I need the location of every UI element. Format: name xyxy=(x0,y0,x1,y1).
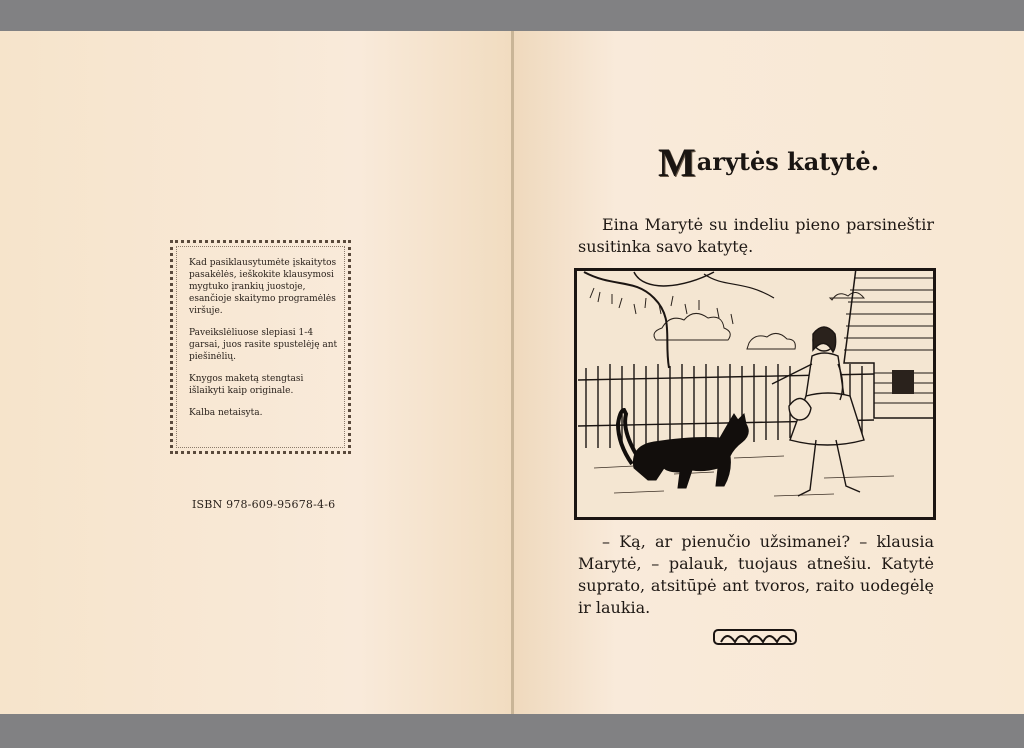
right-page xyxy=(514,31,1024,714)
title-text: arytės katytė. xyxy=(696,147,880,176)
notice-paragraph: Kad pasiklausytumėte įskaitytos pasakėlės, ieškokite klausymosi mygtuko įrankių juostoje, esančioje skaitymo programėlės viršuje. xyxy=(189,258,337,316)
notice-paragraph: Paveikslėliuose slepiasi 1-4 garsai, juos rasite spustelėję ant piešinėlių. xyxy=(189,328,338,362)
decorative-ornament-icon xyxy=(713,627,797,647)
title-initial: M xyxy=(658,140,696,185)
notice-paragraph: Knygos maketą stengtasi išlaikyti kaip originale. xyxy=(189,374,304,396)
notice-paragraph: Kalba netaisyta. xyxy=(189,408,263,418)
story-paragraph-1: Eina Marytė su indeliu pieno parsineštir susitinka savo katytę. xyxy=(578,215,934,256)
book-spread xyxy=(0,31,1024,714)
notice-box xyxy=(170,240,351,454)
story-paragraph-2: – Ką, ar pienučio užsimanei? – klausia Marytė, – palauk, tuojaus atnešiu. Katytė suprato, atsitūpė ant tvoros, raito uodegėlę ir laukia. xyxy=(578,532,934,617)
story-title xyxy=(658,140,880,185)
left-page xyxy=(0,31,512,714)
girl-and-black-cat-illustration[interactable] xyxy=(574,268,936,520)
isbn-text: ISBN 978-609-95678-4-6 xyxy=(192,498,336,511)
